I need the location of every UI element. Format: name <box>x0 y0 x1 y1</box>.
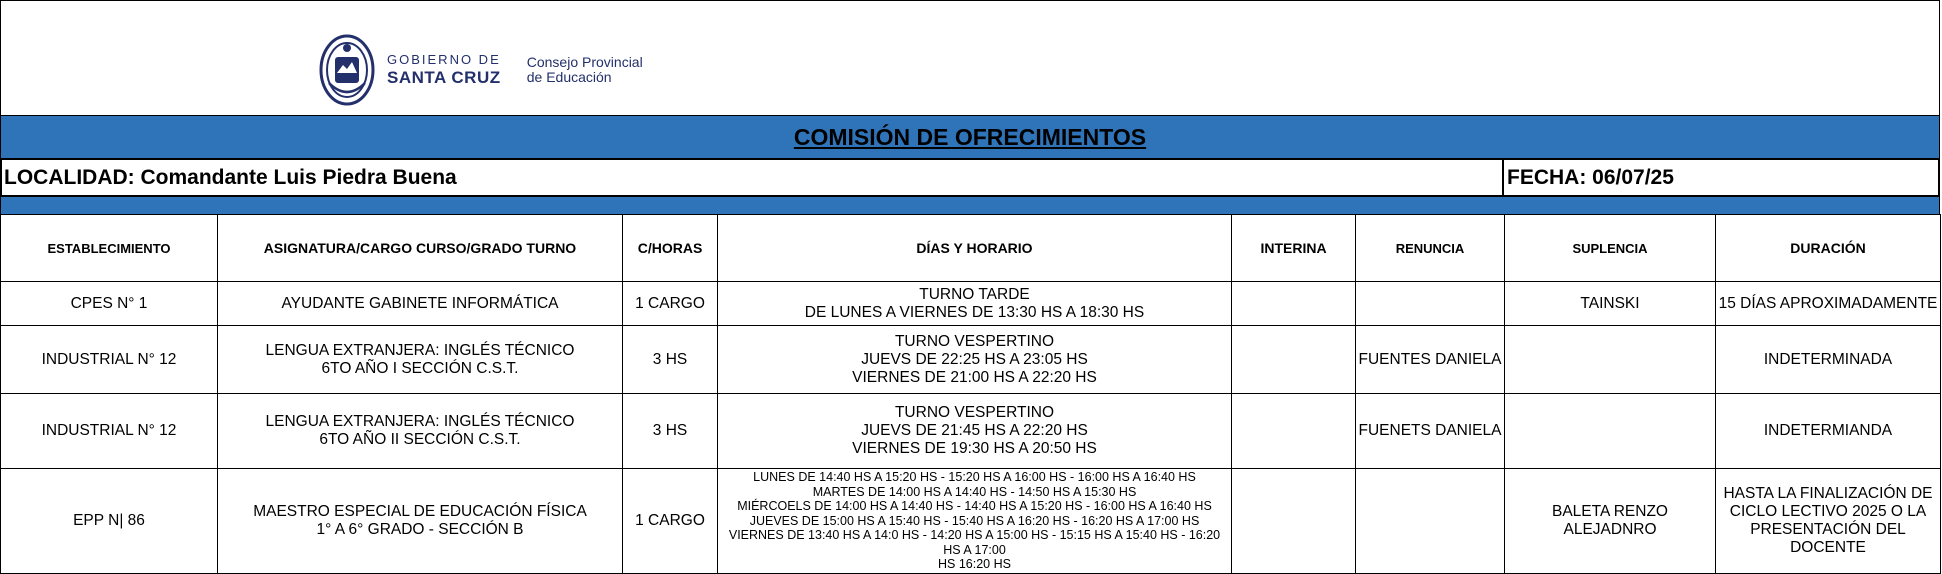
cell-line: TURNO VESPERTINO <box>894 404 1055 421</box>
cell-renuncia: FUENTES DANIELA <box>1356 326 1505 394</box>
cell-interina <box>1232 469 1356 574</box>
offers-table <box>0 214 1941 574</box>
cell-interina <box>1232 326 1356 394</box>
cell-line: MARTES DE 14:00 HS A 14:40 HS - 14:50 HS A 15:30 HS <box>812 484 1137 499</box>
cell-line: PRESENTACIÓN DEL <box>1750 521 1906 538</box>
cell-line: DE LUNES A VIERNES DE 13:30 HS A 18:30 HS <box>804 303 1145 321</box>
letterhead <box>0 0 1940 116</box>
cell-horario <box>718 469 1232 574</box>
cell-line: 6TO AÑO II SECCIÓN C.S.T. <box>319 431 521 448</box>
column-header-interina: INTERINA <box>1232 215 1356 282</box>
cell-line: 6TO AÑO I SECCIÓN C.S.T. <box>321 359 519 377</box>
cell-establecimiento: EPP N| 86 <box>1 469 218 574</box>
column-header-horas: C/HORAS <box>623 215 718 282</box>
cell-horario <box>718 394 1232 469</box>
cell-duracion <box>1716 326 1941 394</box>
cell-horas: 3 HS <box>623 326 718 394</box>
cell-horas: 1 CARGO <box>623 282 718 326</box>
council-name-line1: Consejo Provincial <box>526 54 643 70</box>
government-name-bottom: SANTA CRUZ <box>387 68 501 87</box>
cell-renuncia: FUENETS DANIELA <box>1356 394 1505 469</box>
cell-renuncia <box>1356 469 1505 574</box>
cell-asignatura <box>218 469 623 574</box>
cell-line: HS 16:20 HS <box>938 557 1011 572</box>
cell-horas: 1 CARGO <box>623 469 718 574</box>
cell-line: MAESTRO ESPECIAL DE EDUCACIÓN FÍSICA <box>253 503 587 520</box>
cell-line: TAINSKI <box>1580 294 1640 312</box>
cell-establecimiento: INDUSTRIAL N° 12 <box>1 394 218 469</box>
cell-suplencia <box>1505 326 1716 394</box>
cell-line: DOCENTE <box>1790 539 1866 556</box>
cell-suplencia <box>1505 469 1716 574</box>
cell-line: HASTA LA FINALIZACIÓN DE <box>1723 485 1933 502</box>
cell-establecimiento: INDUSTRIAL N° 12 <box>1 326 218 394</box>
separator-strip <box>0 197 1940 214</box>
cell-asignatura <box>218 326 623 394</box>
cell-duracion <box>1716 282 1941 326</box>
cell-line: BALETA RENZO <box>1552 503 1668 520</box>
locality-date-row <box>0 158 1940 197</box>
cell-line: LUNES DE 14:40 HS A 15:20 HS - 15:20 HS A 16:00 HS - 16:00 HS A 16:40 HS <box>753 470 1196 485</box>
cell-line: 15 DÍAS APROXIMADAMENTE <box>1718 294 1938 312</box>
locality-cell: LOCALIDAD: Comandante Luis Piedra Buena <box>2 160 1504 195</box>
table-row <box>1 326 1941 394</box>
cell-line: AYUDANTE GABINETE INFORMÁTICA <box>281 294 559 312</box>
council-name <box>527 55 643 85</box>
page-title: COMISIÓN DE OFRECIMIENTOS <box>793 123 1147 150</box>
cell-horas: 3 HS <box>623 394 718 469</box>
cell-line: MIÉRCOELS DE 14:00 HS A 14:40 HS - 14:40 HS A 15:20 HS - 16:00 HS A 16:40 HS <box>737 499 1212 514</box>
cell-line: TURNO VESPERTINO <box>894 332 1055 350</box>
cell-line: TURNO TARDE <box>919 285 1030 303</box>
cell-line: INDETERMIANDA <box>1763 422 1893 439</box>
cell-line: JUEVES DE 15:00 HS A 15:40 HS - 15:40 HS A 16:20 HS - 16:20 HS A 17:00 HS <box>749 513 1200 528</box>
cell-interina <box>1232 394 1356 469</box>
cell-line: LENGUA EXTRANJERA: INGLÉS TÉCNICO <box>265 341 575 359</box>
cell-interina <box>1232 282 1356 326</box>
table-row <box>1 394 1941 469</box>
column-header-horario: DÍAS Y HORARIO <box>718 215 1232 282</box>
cell-duracion <box>1716 469 1941 574</box>
title-band <box>0 116 1940 158</box>
cell-asignatura <box>218 394 623 469</box>
table-row <box>1 469 1941 574</box>
cell-duracion <box>1716 394 1941 469</box>
cell-line: ALEJADNRO <box>1563 521 1657 538</box>
column-header-suplencia: SUPLENCIA <box>1505 215 1716 282</box>
cell-line: CICLO LECTIVO 2025 O LA <box>1729 503 1927 520</box>
cell-establecimiento: CPES N° 1 <box>1 282 218 326</box>
cell-line: VIERNES DE 13:40 HS A 14:0 HS - 14:20 HS A 15:00 HS - 15:15 HS A 15:40 HS - 16:20 HS A 17:00 <box>728 528 1221 557</box>
government-logo <box>319 33 643 107</box>
cell-line: VIERNES DE 19:30 HS A 20:50 HS <box>852 440 1097 457</box>
government-name-top: GOBIERNO DE <box>387 52 501 67</box>
cell-horario <box>718 282 1232 326</box>
cell-suplencia <box>1505 282 1716 326</box>
santa-cruz-seal-icon <box>319 33 375 107</box>
cell-line: JUEVS DE 22:25 HS A 23:05 HS <box>861 350 1088 368</box>
cell-asignatura <box>218 282 623 326</box>
date-cell: FECHA: 06/07/25 <box>1507 166 1674 189</box>
table-row <box>1 282 1941 326</box>
column-header-renuncia: RENUNCIA <box>1356 215 1505 282</box>
government-name <box>387 52 501 88</box>
cell-line: LENGUA EXTRANJERA: INGLÉS TÉCNICO <box>265 413 575 430</box>
cell-line: VIERNES DE 21:00 HS A 22:20 HS <box>852 368 1097 386</box>
cell-suplencia <box>1505 394 1716 469</box>
table-header-row <box>1 215 1941 282</box>
council-name-line2: de Educación <box>526 69 612 85</box>
cell-line: JUEVS DE 21:45 HS A 22:20 HS <box>861 422 1088 439</box>
cell-horario <box>718 326 1232 394</box>
column-header-establecimiento: ESTABLECIMIENTO <box>1 215 218 282</box>
cell-renuncia <box>1356 282 1505 326</box>
column-header-asignatura: ASIGNATURA/CARGO CURSO/GRADO TURNO <box>218 215 623 282</box>
cell-line: INDETERMINADA <box>1763 350 1893 368</box>
column-header-duracion: DURACIÓN <box>1716 215 1941 282</box>
cell-line: 1° A 6° GRADO - SECCIÓN B <box>316 521 524 538</box>
